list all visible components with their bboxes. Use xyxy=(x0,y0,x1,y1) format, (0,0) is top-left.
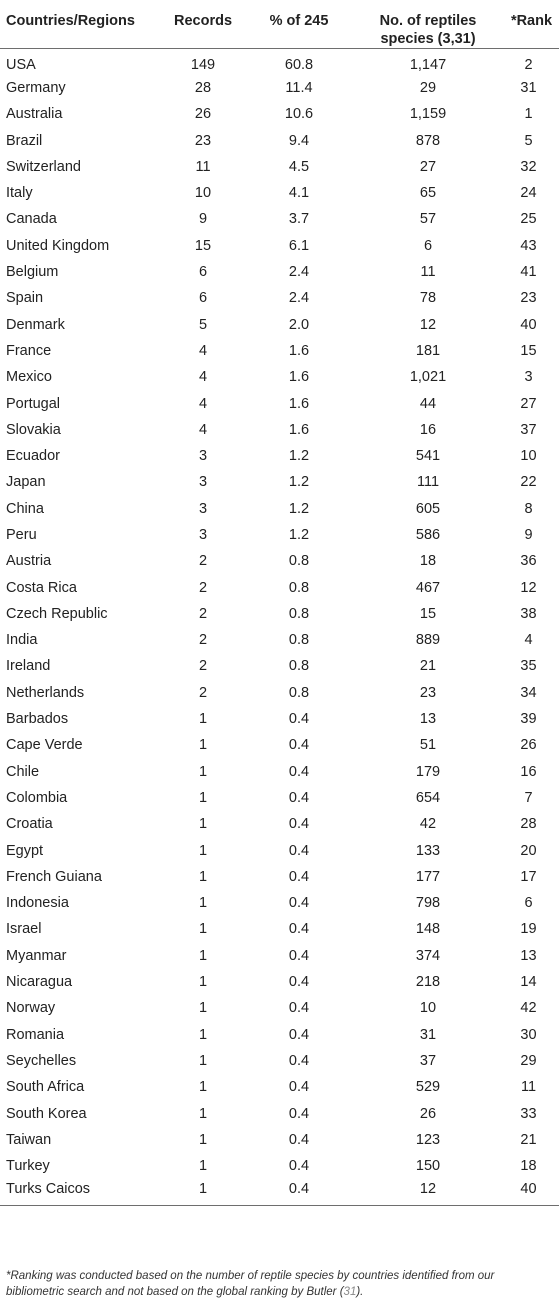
table-row xyxy=(0,101,559,127)
table-row xyxy=(0,706,559,732)
percent-cell: 1.6 xyxy=(288,395,310,412)
country-cell: Norway xyxy=(6,1000,56,1017)
table-row xyxy=(0,890,559,916)
table-row xyxy=(0,916,559,942)
table-row xyxy=(0,417,559,443)
records-cell: 3 xyxy=(198,474,208,491)
rank-cell: 10 xyxy=(520,448,537,465)
records-cell: 1 xyxy=(198,1105,208,1122)
country-cell: United Kingdom xyxy=(6,237,110,254)
country-cell: Ecuador xyxy=(6,448,61,465)
table-row xyxy=(0,311,559,337)
species-count-cell: 374 xyxy=(415,947,441,964)
percent-cell: 0.4 xyxy=(288,1079,310,1096)
table-row xyxy=(0,759,559,785)
records-cell: 1 xyxy=(198,974,208,991)
country-cell: Cape Verde xyxy=(6,737,83,754)
country-cell: Belgium xyxy=(6,264,59,281)
records-cell: 4 xyxy=(198,369,208,386)
table-row xyxy=(0,285,559,311)
country-cell: Peru xyxy=(6,526,37,543)
records-cell: 11 xyxy=(195,158,211,175)
records-cell: 1 xyxy=(198,737,208,754)
rank-cell: 22 xyxy=(520,474,537,491)
percent-cell: 0.8 xyxy=(288,658,310,675)
percent-cell: 0.4 xyxy=(288,1052,310,1069)
records-cell: 6 xyxy=(198,264,208,281)
records-cell: 9 xyxy=(198,211,208,228)
percent-cell: 1.6 xyxy=(288,421,310,438)
table-row xyxy=(0,49,559,75)
table-row xyxy=(0,995,559,1021)
table-row xyxy=(0,259,559,285)
records-cell: 2 xyxy=(198,632,208,649)
records-cell: 6 xyxy=(198,290,208,307)
footnote-text-end: ). xyxy=(356,1285,364,1298)
records-cell: 2 xyxy=(198,684,208,701)
species-count-cell: 541 xyxy=(415,448,441,465)
species-count-cell: 179 xyxy=(415,763,441,780)
country-cell: Indonesia xyxy=(6,895,69,912)
records-cell: 1 xyxy=(198,763,208,780)
species-count-cell: 177 xyxy=(415,868,441,885)
species-count-cell: 878 xyxy=(415,132,441,149)
records-cell: 1 xyxy=(198,1052,208,1069)
country-cell: Seychelles xyxy=(6,1052,77,1069)
table-row xyxy=(0,1153,559,1179)
records-cell: 1 xyxy=(198,947,208,964)
species-count-cell: 150 xyxy=(415,1158,441,1175)
country-cell: India xyxy=(6,632,38,649)
percent-cell: 1.2 xyxy=(288,526,310,543)
table-row xyxy=(0,1048,559,1074)
percent-cell: 0.4 xyxy=(288,789,310,806)
rank-cell: 5 xyxy=(524,132,533,149)
percent-cell: 1.2 xyxy=(288,474,310,491)
records-cell: 4 xyxy=(198,342,208,359)
records-cell: 1 xyxy=(198,789,208,806)
country-cell: Romania xyxy=(6,1026,65,1043)
percent-cell: 0.8 xyxy=(288,632,310,649)
records-cell: 1 xyxy=(198,1000,208,1017)
rank-cell: 8 xyxy=(524,500,533,517)
rank-cell: 9 xyxy=(524,526,533,543)
percent-cell: 4.5 xyxy=(288,158,310,175)
country-cell: Turkey xyxy=(6,1158,50,1175)
species-count-cell: 605 xyxy=(415,500,441,517)
country-cell: Brazil xyxy=(6,132,43,149)
percent-cell: 0.4 xyxy=(288,1000,310,1017)
country-cell: French Guiana xyxy=(6,868,102,885)
species-count-cell: 37 xyxy=(419,1052,437,1069)
records-cell: 3 xyxy=(198,526,208,543)
records-cell: 4 xyxy=(198,421,208,438)
country-cell: Chile xyxy=(6,763,40,780)
rank-cell: 43 xyxy=(520,237,537,254)
records-cell: 26 xyxy=(194,106,212,123)
species-count-cell: 467 xyxy=(415,579,441,596)
table-row xyxy=(0,469,559,495)
rank-cell: 31 xyxy=(520,79,537,96)
percent-cell: 0.4 xyxy=(288,1105,310,1122)
species-count-cell: 44 xyxy=(419,395,437,412)
table-row xyxy=(0,233,559,259)
percent-cell: 10.6 xyxy=(284,106,314,123)
country-cell: Netherlands xyxy=(6,684,85,701)
country-cell: Australia xyxy=(6,106,63,123)
species-count-cell: 10 xyxy=(419,1000,437,1017)
rank-cell: 29 xyxy=(520,1052,537,1069)
percent-cell: 3.7 xyxy=(288,211,310,228)
species-count-cell: 12 xyxy=(419,316,437,333)
percent-cell: 0.4 xyxy=(288,1158,310,1175)
table-row xyxy=(0,969,559,995)
percent-cell: 0.4 xyxy=(288,842,310,859)
percent-cell: 0.8 xyxy=(288,579,310,596)
rank-cell: 25 xyxy=(520,211,537,228)
header-percent: % of 245 xyxy=(269,13,329,29)
records-cell: 2 xyxy=(198,605,208,622)
rank-cell: 28 xyxy=(520,816,537,833)
records-cell: 1 xyxy=(198,816,208,833)
species-count-cell: 529 xyxy=(415,1079,441,1096)
rank-cell: 36 xyxy=(520,553,537,570)
species-count-cell: 586 xyxy=(415,526,441,543)
rank-cell: 21 xyxy=(520,1131,537,1148)
country-cell: Ireland xyxy=(6,658,51,675)
percent-cell: 0.4 xyxy=(288,895,310,912)
table-row xyxy=(0,732,559,758)
rank-cell: 19 xyxy=(520,921,537,938)
table-row xyxy=(0,601,559,627)
table-row xyxy=(0,338,559,364)
header-row xyxy=(0,0,559,49)
table-row xyxy=(0,496,559,522)
records-cell: 2 xyxy=(198,553,208,570)
percent-cell: 0.4 xyxy=(288,1026,310,1043)
species-count-cell: 27 xyxy=(419,158,437,175)
table-row xyxy=(0,680,559,706)
country-cell: Myanmar xyxy=(6,947,67,964)
percent-cell: 60.8 xyxy=(284,56,314,73)
species-count-cell: 16 xyxy=(419,421,437,438)
country-cell: South Africa xyxy=(6,1079,85,1096)
records-cell: 1 xyxy=(198,921,208,938)
table-row xyxy=(0,522,559,548)
records-cell: 5 xyxy=(198,316,208,333)
rank-cell: 17 xyxy=(520,868,537,885)
rank-cell: 16 xyxy=(520,763,537,780)
country-cell: Turks Caicos xyxy=(6,1181,91,1198)
species-count-cell: 889 xyxy=(415,632,441,649)
records-cell: 28 xyxy=(194,79,212,96)
percent-cell: 2.4 xyxy=(288,264,310,281)
percent-cell: 0.4 xyxy=(288,1181,310,1198)
records-cell: 2 xyxy=(198,579,208,596)
percent-cell: 0.8 xyxy=(288,684,310,701)
species-count-cell: 654 xyxy=(415,789,441,806)
rank-cell: 4 xyxy=(524,632,533,649)
species-count-cell: 1,147 xyxy=(409,56,447,73)
table-row xyxy=(0,943,559,969)
rank-cell: 32 xyxy=(520,158,537,175)
country-cell: Taiwan xyxy=(6,1131,52,1148)
species-count-cell: 1,021 xyxy=(409,369,447,386)
country-cell: Nicaragua xyxy=(6,974,73,991)
country-cell: Japan xyxy=(6,474,46,491)
rank-cell: 15 xyxy=(520,342,537,359)
species-count-cell: 23 xyxy=(419,684,437,701)
percent-cell: 1.6 xyxy=(288,369,310,386)
percent-cell: 1.6 xyxy=(288,342,310,359)
species-count-cell: 18 xyxy=(419,553,437,570)
species-count-cell: 13 xyxy=(419,711,437,728)
percent-cell: 2.0 xyxy=(288,316,310,333)
records-cell: 149 xyxy=(190,56,216,73)
species-count-cell: 148 xyxy=(415,921,441,938)
percent-cell: 11.4 xyxy=(285,79,313,96)
percent-cell: 0.4 xyxy=(288,1131,310,1148)
table-row xyxy=(0,811,559,837)
country-cell: Spain xyxy=(6,290,44,307)
table-row xyxy=(0,443,559,469)
country-cell: Germany xyxy=(6,79,66,96)
species-count-cell: 29 xyxy=(419,79,437,96)
country-cell: Croatia xyxy=(6,816,53,833)
table-row xyxy=(0,837,559,863)
rank-cell: 30 xyxy=(520,1026,537,1043)
records-cell: 1 xyxy=(198,1131,208,1148)
percent-cell: 9.4 xyxy=(288,132,310,149)
species-count-cell: 123 xyxy=(415,1131,441,1148)
country-cell: Czech Republic xyxy=(6,605,108,622)
species-count-cell: 6 xyxy=(423,237,433,254)
table-row xyxy=(0,653,559,679)
rank-cell: 41 xyxy=(520,264,537,281)
records-cell: 4 xyxy=(198,395,208,412)
records-cell: 2 xyxy=(198,658,208,675)
rank-cell: 39 xyxy=(520,711,537,728)
table-header xyxy=(0,0,559,49)
country-cell: Canada xyxy=(6,211,57,228)
species-count-cell: 65 xyxy=(419,185,437,202)
species-count-cell: 26 xyxy=(419,1105,437,1122)
percent-cell: 0.4 xyxy=(288,868,310,885)
header-rank: *Rank xyxy=(510,13,553,29)
species-count-cell: 12 xyxy=(419,1181,437,1198)
rank-cell: 35 xyxy=(520,658,537,675)
species-count-cell: 51 xyxy=(419,737,437,754)
species-count-cell: 21 xyxy=(419,658,437,675)
species-count-cell: 181 xyxy=(415,342,441,359)
species-count-cell: 78 xyxy=(419,290,437,307)
country-cell: Austria xyxy=(6,553,52,570)
percent-cell: 0.4 xyxy=(288,711,310,728)
table-row xyxy=(0,75,559,101)
table-row xyxy=(0,1100,559,1126)
rank-cell: 34 xyxy=(520,684,537,701)
species-count-cell: 57 xyxy=(419,211,437,228)
percent-cell: 0.4 xyxy=(288,737,310,754)
rank-cell: 12 xyxy=(520,579,537,596)
rank-cell: 2 xyxy=(524,56,533,73)
rank-cell: 1 xyxy=(524,106,533,123)
rank-cell: 40 xyxy=(520,1181,537,1198)
records-cell: 3 xyxy=(198,500,208,517)
records-cell: 1 xyxy=(198,1158,208,1175)
header-records: Records xyxy=(173,13,233,29)
rank-cell: 24 xyxy=(520,185,537,202)
table-row xyxy=(0,1021,559,1047)
percent-cell: 0.4 xyxy=(288,921,310,938)
percent-cell: 0.8 xyxy=(288,605,310,622)
rank-cell: 3 xyxy=(524,369,533,386)
percent-cell: 2.4 xyxy=(288,290,310,307)
percent-cell: 4.1 xyxy=(288,185,310,202)
table-row xyxy=(0,1074,559,1100)
header-countries-regions: Countries/Regions xyxy=(6,13,135,29)
rank-cell: 37 xyxy=(520,421,537,438)
species-count-cell: 1,159 xyxy=(409,106,447,123)
rank-cell: 11 xyxy=(520,1079,537,1096)
records-cell: 1 xyxy=(198,895,208,912)
country-cell: USA xyxy=(6,56,36,73)
rank-cell: 18 xyxy=(520,1158,537,1175)
species-count-cell: 111 xyxy=(416,474,440,491)
species-count-cell: 11 xyxy=(420,264,436,281)
footnote-citation-link[interactable]: 31 xyxy=(343,1285,357,1298)
table-row xyxy=(0,1179,559,1205)
species-count-cell: 42 xyxy=(419,816,437,833)
species-count-cell: 31 xyxy=(419,1026,437,1043)
records-cell: 1 xyxy=(198,842,208,859)
percent-cell: 0.4 xyxy=(288,816,310,833)
table-row xyxy=(0,390,559,416)
table-row xyxy=(0,364,559,390)
country-cell: Mexico xyxy=(6,369,52,386)
country-cell: Denmark xyxy=(6,316,65,333)
rank-cell: 33 xyxy=(520,1105,537,1122)
species-count-cell: 798 xyxy=(415,895,441,912)
table-row xyxy=(0,1127,559,1153)
header-reptile-species: No. of reptiles species (3,31) xyxy=(379,13,477,47)
country-cell: Italy xyxy=(6,185,33,202)
country-cell: Portugal xyxy=(6,395,61,412)
table-row xyxy=(0,127,559,153)
percent-cell: 0.8 xyxy=(288,553,310,570)
table-row xyxy=(0,574,559,600)
table-row xyxy=(0,180,559,206)
records-cell: 15 xyxy=(194,237,212,254)
table-row xyxy=(0,206,559,232)
records-cell: 1 xyxy=(198,1026,208,1043)
footnote-text: *Ranking was conducted based on the number of reptile species by countries identified from our bibliometric search and not based on the global ranking by Butler ( xyxy=(6,1269,495,1298)
table-row xyxy=(0,627,559,653)
percent-cell: 0.4 xyxy=(288,974,310,991)
country-cell: Switzerland xyxy=(6,158,81,175)
percent-cell: 1.2 xyxy=(288,448,310,465)
rank-cell: 14 xyxy=(520,974,537,991)
table-row xyxy=(0,785,559,811)
records-cell: 1 xyxy=(198,868,208,885)
table-footnote xyxy=(6,1268,554,1300)
percent-cell: 6.1 xyxy=(288,237,310,254)
rank-cell: 27 xyxy=(520,395,537,412)
rank-cell: 13 xyxy=(520,947,537,964)
country-cell: Barbados xyxy=(6,711,69,728)
country-cell: Israel xyxy=(6,921,42,938)
percent-cell: 0.4 xyxy=(288,763,310,780)
rank-cell: 7 xyxy=(524,789,533,806)
rank-cell: 40 xyxy=(520,316,537,333)
records-cell: 23 xyxy=(194,132,212,149)
rank-cell: 42 xyxy=(520,1000,537,1017)
country-cell: South Korea xyxy=(6,1105,87,1122)
percent-cell: 1.2 xyxy=(288,500,310,517)
records-cell: 1 xyxy=(198,711,208,728)
country-cell: Costa Rica xyxy=(6,579,77,596)
records-cell: 1 xyxy=(198,1181,208,1198)
country-cell: France xyxy=(6,342,52,359)
country-cell: Colombia xyxy=(6,789,68,806)
rank-cell: 26 xyxy=(520,737,537,754)
table-row xyxy=(0,548,559,574)
species-count-cell: 133 xyxy=(415,842,441,859)
country-cell: Slovakia xyxy=(6,421,61,438)
records-cell: 1 xyxy=(198,1079,208,1096)
rank-cell: 23 xyxy=(520,290,537,307)
species-count-cell: 15 xyxy=(419,605,437,622)
table-row xyxy=(0,154,559,180)
country-cell: China xyxy=(6,500,44,517)
records-cell: 10 xyxy=(194,185,212,202)
country-cell: Egypt xyxy=(6,842,44,859)
records-cell: 3 xyxy=(198,448,208,465)
rank-cell: 20 xyxy=(520,842,537,859)
species-count-cell: 218 xyxy=(415,974,441,991)
rank-cell: 6 xyxy=(524,895,533,912)
table-row xyxy=(0,864,559,890)
percent-cell: 0.4 xyxy=(288,947,310,964)
rank-cell: 38 xyxy=(520,605,537,622)
table-body xyxy=(0,49,559,1206)
